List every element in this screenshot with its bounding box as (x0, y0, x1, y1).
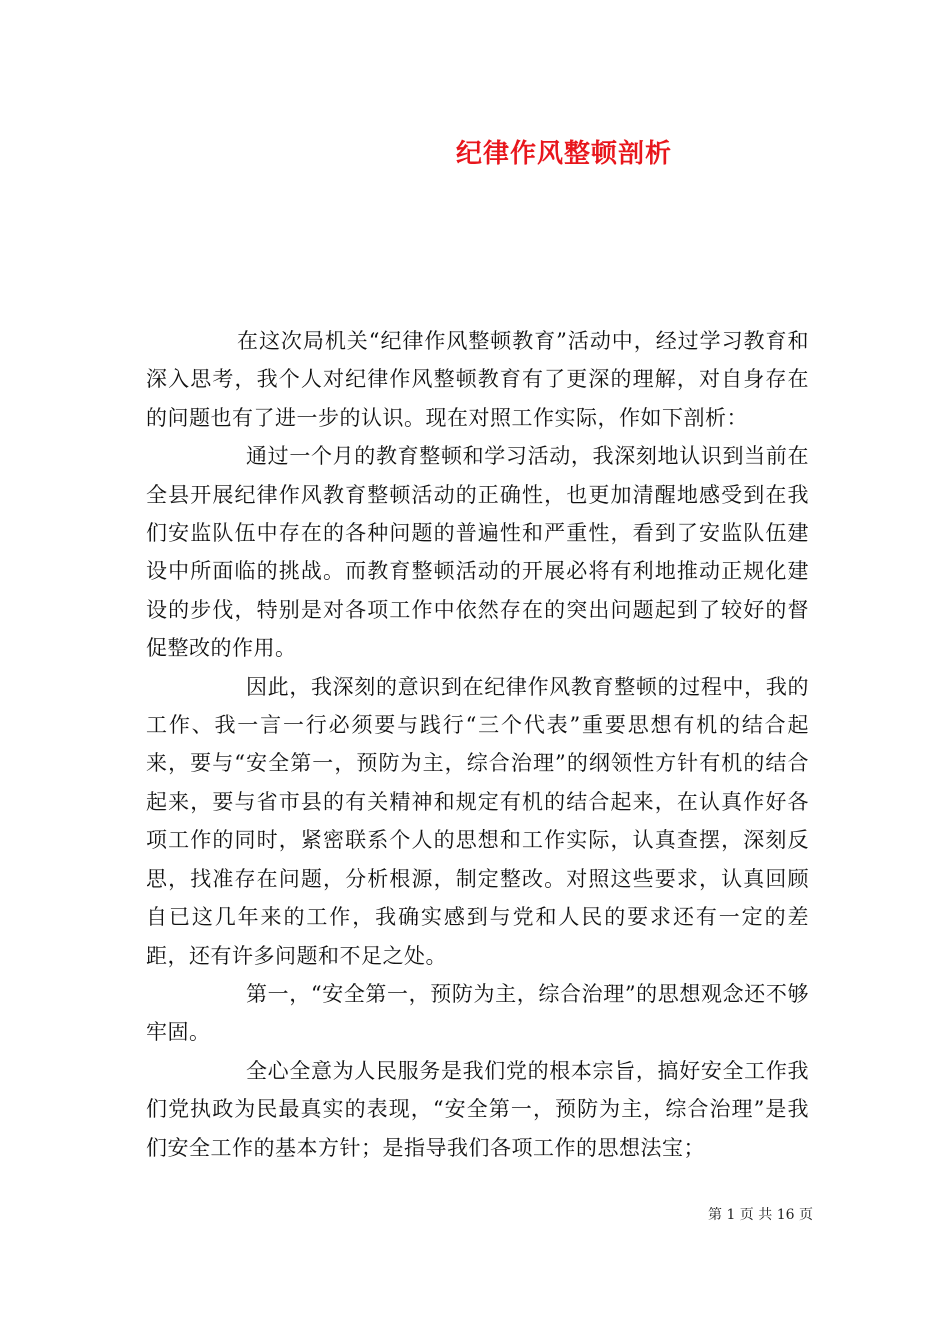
paragraph-understanding: 通过一个月的教育整顿和学习活动，我深刻地认识到当前在全县开展纪律作风教育整顿活动的正确性，也更加清醒地感受到在我们安监队伍中存在的各种问题的普遍性和严重性，看到了安监队伍建设中所面临的挑战。而教育整顿活动的开展必将有利地推动正规化建设的步伐，特别是对各项工作中依然存在的突出问题起到了较好的督促整改的作用。 (146, 444, 809, 661)
page-number: 第 1 页 共 16 页 (708, 1207, 813, 1223)
document-body (146, 322, 809, 1167)
paragraph-requirements: 因此，我深刻的意识到在纪律作风教育整顿的过程中，我的工作、我一言一行必须要与践行“三个代表”重要思想有机的结合起来，要与“安全第一，预防为主，综合治理”的纲领性方针有机的结合起来，要与省市县的有关精神和规定有机的结合起来，在认真作好各项工作的同时，紧密联系个人的思想和工作实际，认真查摆，深刻反思，找准存在问题，分析根源，制定整改。对照这些要求，认真回顾自已这几年来的工作，我确实感到与党和人民的要求还有一定的差距，还有许多问题和不足之处。 (146, 674, 809, 968)
document-title: 纪律作风整顿剖析 (455, 139, 672, 169)
paragraph-service: 全心全意为人民服务是我们党的根本宗旨，搞好安全工作我们党执政为民最真实的表现，“安全第一，预防为主，综合治理”是我们安全工作的基本方针；是指导我们各项工作的思想法宝； (146, 1058, 809, 1160)
paragraph-intro: 在这次局机关“纪律作风整顿教育”活动中，经过学习教育和深入思考，我个人对纪律作风整顿教育有了更深的理解，对自身存在的问题也有了进一步的认识。现在对照工作实际，作如下剖析： (146, 329, 809, 430)
paragraph-point-one: 第一，“安全第一，预防为主，综合治理”的思想观念还不够牢固。 (146, 981, 809, 1045)
